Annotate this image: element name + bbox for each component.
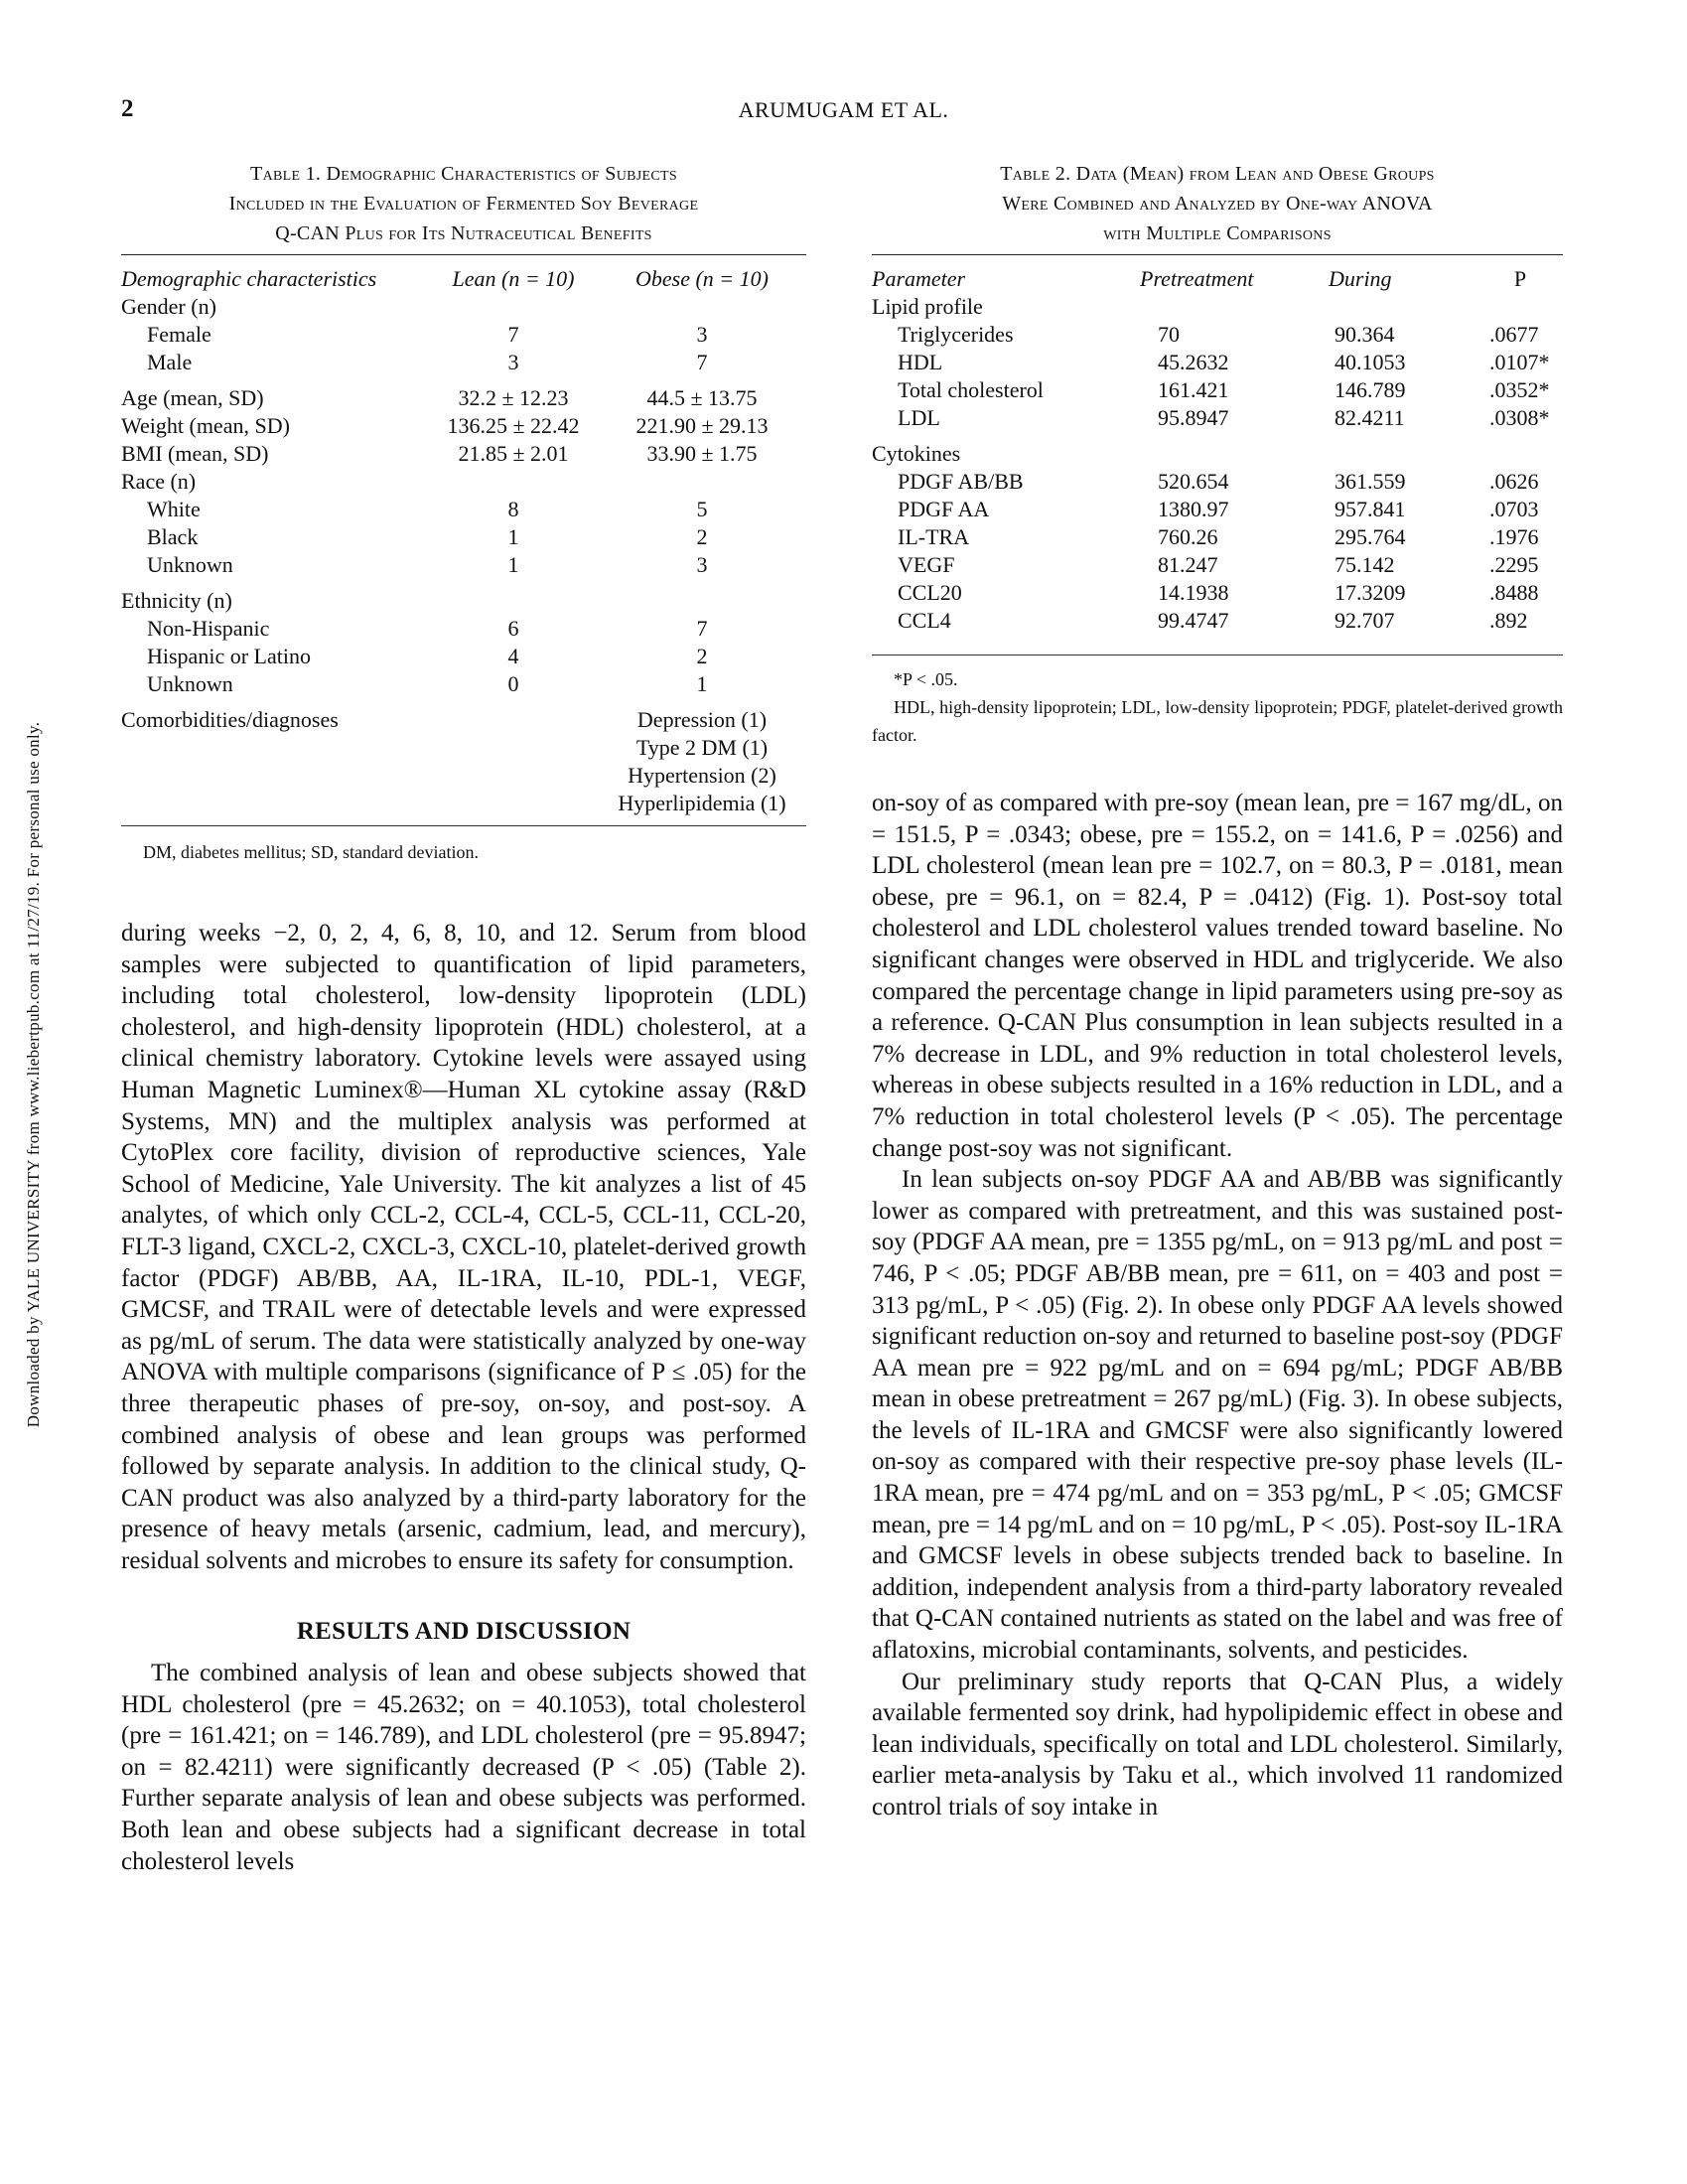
- table1-cell-label: Weight (mean, SD): [121, 413, 290, 438]
- table2-header-during: During: [1329, 266, 1392, 291]
- table1-cell-lean: 1: [507, 524, 519, 549]
- table2: [872, 159, 1563, 749]
- table2-cell-during: 146.789: [1335, 377, 1406, 402]
- table2-cell-p: .0677: [1489, 322, 1539, 347]
- table2-cell-pretreatment: 95.8947: [1158, 405, 1229, 430]
- table2-cell-p: .1976: [1489, 524, 1539, 549]
- table1-cell-label: Female: [147, 322, 211, 347]
- table2-cell-pretreatment: 760.26: [1158, 524, 1218, 549]
- table-row: [872, 551, 1563, 579]
- table-row: [872, 607, 1563, 635]
- page-number: 2: [121, 95, 134, 122]
- table1-cell-label: [121, 762, 429, 790]
- table-row: [121, 698, 806, 734]
- table2-cell-label: PDGF AB/BB: [898, 469, 1024, 494]
- table1-cell-label: [121, 734, 429, 762]
- table-row: [872, 293, 1563, 321]
- table1-cell-obese: Hypertension (2): [628, 763, 776, 788]
- table-row: [121, 321, 806, 349]
- table1-cell-label: Male: [147, 350, 193, 374]
- table1-header-lean: Lean (n = 10): [452, 266, 575, 291]
- table1-cell-lean: [429, 734, 598, 762]
- table2-cell-during: 361.559: [1335, 469, 1406, 494]
- table1-cell-lean: 8: [507, 497, 519, 521]
- table1-cell-obese: 221.90 ± 29.13: [635, 413, 769, 438]
- table2-cell-p: .0308*: [1489, 405, 1550, 430]
- table2-header-pretreatment: Pretreatment: [1140, 266, 1254, 291]
- table2-cell-p: .8488: [1489, 580, 1539, 605]
- table-row: [872, 496, 1563, 523]
- table-row: [121, 643, 806, 670]
- table2-caption: [872, 159, 1563, 248]
- table2-cell-pretreatment: [1140, 432, 1329, 468]
- table2-cell-label: PDGF AA: [898, 497, 990, 521]
- table-row: [121, 349, 806, 376]
- table2-header-parameter: Parameter: [872, 266, 966, 291]
- table1-cell-lean: 4: [507, 644, 519, 668]
- table1-cell-lean: 1: [507, 552, 519, 577]
- table-row: [872, 349, 1563, 376]
- cytokine-paragraph: In lean subjects on-soy PDGF AA and AB/BB was significantly lower as compared with pretreatment, and this was sustained post-soy (PDGF AA mean, pre = 1355 pg/mL, on = 913 pg/mL and post = 746, P < .05; PDGF AB/BB mean, pre = 611, on = 403 and post = 313 pg/mL, P < .05) (Fig. 2). In obese only PDGF AA levels showed significant reduction on-soy and returned to baseline post-soy (PDGF AA mean pre = 922 pg/mL and on = 694 pg/mL; PDGF AB/BB mean in obese pretreatment = 267 pg/mL) (Fig. 3). In obese subjects, the levels of IL-1RA and GMCSF were also significantly lowered on-soy as compared with their respective pre-soy phase levels (IL-1RA mean, pre = 474 pg/mL and on = 353 pg/mL, P < .05; GMCSF mean, pre = 14 pg/mL and on = 10 pg/mL, P < .05). Post-soy IL-1RA and GMCSF levels in obese subjects trended back to baseline. In addition, independent analysis from a third-party laboratory revealed that Q-CAN contained nutrients as stated on the label and was free of aflatoxins, microbial contaminants, solvents, and pesticides.: [872, 1166, 1563, 1665]
- running-head: ARUMUGAM ET AL.: [738, 97, 949, 122]
- results-continued-paragraph: on-soy of as compared with pre-soy (mean lean, pre = 167 mg/dL, on = 151.5, P = .0343; obese, pre = 155.2, on = 141.6, P = .0256) and LDL cholesterol (mean lean pre = 102.7, on = 80.3, P = .0181, mean obese, pre = 96.1, on = 82.4, P = .0412) (Fig. 1). Post-soy total cholesterol and LDL cholesterol values trended toward baseline. No significant changes were observed in HDL and triglyceride. We also compared the percentage change in lipid parameters using pre-soy as a reference. Q-CAN Plus consumption in lean subjects resulted in a 7% decrease in LDL, and 9% reduction in total cholesterol levels, whereas in obese subjects resulted in a 16% reduction in LDL, and a 7% reduction in total cholesterol levels (P < .05). The percentage change post-soy was not significant.: [872, 790, 1563, 1162]
- table1-cell-obese: 3: [696, 322, 708, 347]
- table2-cell-p: .892: [1489, 608, 1528, 633]
- discussion-paragraph: Our preliminary study reports that Q-CAN Plus, a widely available fermented soy drink, had hypolipidemic effect in obese and lean individuals, specifically on total and LDL cholesterol. Similarly, earlier meta-analysis by Taku et al., which involved 11 randomized control trials of soy intake in: [872, 1668, 1563, 1820]
- table2-grid: [872, 265, 1563, 635]
- table1-cell-lean: [429, 762, 598, 790]
- table2-cell-p: [1477, 432, 1563, 468]
- table2-cell-label: LDL: [898, 405, 940, 430]
- table1-cell-obese: 7: [696, 350, 708, 374]
- table1-cell-label: Hispanic or Latino: [147, 644, 311, 668]
- table2-cell-during: 90.364: [1335, 322, 1395, 347]
- table1-cell-obese: 2: [696, 524, 708, 549]
- table2-cell-pretreatment: 14.1938: [1158, 580, 1229, 605]
- table1-body: [121, 293, 806, 817]
- table1-caption-line: Table 1. Demographic Characteristics of Subjects: [250, 163, 677, 185]
- table2-cell-p: .0352*: [1489, 377, 1550, 402]
- table1-caption-line: Q-CAN Plus for Its Nutraceutical Benefits: [275, 222, 652, 244]
- table2-cell-label: VEGF: [898, 552, 955, 577]
- table-row: [872, 376, 1563, 404]
- table1-cell-label: Black: [147, 524, 199, 549]
- table1: [121, 159, 806, 866]
- table1-cell-lean: [429, 698, 598, 734]
- table1-cell-obese: Hyperlipidemia (1): [618, 791, 786, 815]
- table1-cell-label: Comorbidities/diagnoses: [121, 707, 339, 732]
- table1-grid: [121, 265, 806, 817]
- table1-cell-obese: [598, 293, 806, 321]
- table1-cell-label: Ethnicity (n): [121, 588, 232, 613]
- table1-cell-label: Race (n): [121, 469, 197, 494]
- table2-cell-pretreatment: 45.2632: [1158, 350, 1229, 374]
- table2-cell-during: [1329, 293, 1477, 321]
- table2-cell-label: HDL: [898, 350, 943, 374]
- table1-cell-obese: 33.90 ± 1.75: [646, 441, 758, 466]
- table2-cell-label: Cytokines: [872, 441, 961, 466]
- table1-cell-label: Unknown: [147, 671, 233, 696]
- table2-header-p: P: [1513, 266, 1527, 291]
- table2-footnote-abbreviations: HDL, high-density lipoprotein; LDL, low-density lipoprotein; PDGF, platelet-derived growth factor.: [872, 697, 1563, 745]
- table2-cell-during: 957.841: [1335, 497, 1406, 521]
- table1-cell-obese: 7: [696, 616, 708, 641]
- table1-cell-label: White: [147, 497, 201, 521]
- table2-cell-during: 295.764: [1335, 524, 1406, 549]
- table1-cell-lean: [429, 579, 598, 615]
- table1-header-obese: Obese (n = 10): [635, 266, 769, 291]
- table-row: [121, 293, 806, 321]
- table2-cell-during: 92.707: [1335, 608, 1395, 633]
- methods-paragraph: during weeks −2, 0, 2, 4, 6, 8, 10, and 12. Serum from blood samples were subjected to quantification of lipid parameters, including total cholesterol, low-density lipoprotein (LDL) cholesterol, and high-density lipoprotein (HDL) cholesterol, at a clinical chemistry laboratory. Cytokine levels were assayed using Human Magnetic Luminex®—Human XL cytokine assay (R&D Systems, MN) and the multiplex analysis was performed at CytoPlex core facility, division of reproductive sciences, Yale School of Medicine, Yale University. The kit analyzes a list of 45 analytes, of which only CCL-2, CCL-4, CCL-5, CCL-11, CCL-20, FLT-3 ligand, CXCL-2, CXCL-3, CXCL-10, platelet-derived growth factor (PDGF) AB/BB, AA, IL-1RA, IL-10, PDL-1, VEGF, GMCSF, and TRAIL were of detectable levels and were expressed as pg/mL of serum. The data were statistically analyzed by one-way ANOVA with multiple comparisons (significance of P ≤ .05) for the three therapeutic phases of pre-soy, on-soy, and post-soy. A combined analysis of obese and lean groups was performed followed by separate analysis. In addition to the clinical study, Q-CAN product was also analyzed by a third-party laboratory for the presence of heavy metals (arsenic, cadmium, lead, and mercury), residual solvents and microbes to ensure its safety for consumption.: [121, 920, 806, 1574]
- table1-cell-obese: Type 2 DM (1): [635, 735, 769, 760]
- table1-top-rule: [121, 254, 806, 255]
- table-row: [872, 321, 1563, 349]
- table2-cell-pretreatment: 81.247: [1158, 552, 1218, 577]
- table1-cell-obese: [598, 468, 806, 496]
- table1-cell-lean: [429, 468, 598, 496]
- table-row: [872, 579, 1563, 607]
- table-row: [872, 468, 1563, 496]
- table2-cell-label: Lipid profile: [872, 294, 983, 319]
- table1-cell-label: Age (mean, SD): [121, 385, 264, 410]
- table2-cell-label: Triglycerides: [898, 322, 1014, 347]
- table1-cell-label: [121, 790, 429, 817]
- table2-cell-p: .0703: [1489, 497, 1539, 521]
- table2-cell-p: .0626: [1489, 469, 1539, 494]
- table2-cell-p: .0107*: [1489, 350, 1550, 374]
- table-row: [121, 440, 806, 468]
- table2-cell-label: CCL20: [898, 580, 962, 605]
- table-row: [872, 432, 1563, 468]
- table2-cell-during: [1329, 432, 1477, 468]
- table1-cell-lean: 32.2 ± 12.23: [458, 385, 569, 410]
- table-row: [121, 579, 806, 615]
- table1-cell-lean: [429, 293, 598, 321]
- table2-top-rule: [872, 254, 1563, 255]
- table1-cell-label: BMI (mean, SD): [121, 441, 269, 466]
- table2-caption-line: Were Combined and Analyzed by One-way ANOVA: [1002, 193, 1433, 215]
- table1-cell-obese: [598, 579, 806, 615]
- table1-cell-lean: 7: [507, 322, 519, 347]
- table-row: [121, 551, 806, 579]
- table2-cell-pretreatment: 70: [1158, 322, 1180, 347]
- table1-cell-lean: 0: [507, 671, 519, 696]
- table-row: [121, 615, 806, 643]
- table1-cell-obese: 44.5 ± 13.75: [646, 385, 758, 410]
- table2-cell-label: IL-TRA: [898, 524, 970, 549]
- table1-cell-label: Gender (n): [121, 294, 216, 319]
- table2-cell-during: 82.4211: [1335, 405, 1405, 430]
- table1-cell-obese: Depression (1): [636, 707, 768, 732]
- table1-cell-lean: 6: [507, 616, 519, 641]
- results-paragraph: The combined analysis of lean and obese subjects showed that HDL cholesterol (pre = 45.2632; on = 40.1053), total cholesterol (pre = 161.421; on = 146.789), and LDL cholesterol (pre = 95.8947; on = 82.4211) were significantly decreased (P < .05) (Table 2). Further separate analysis of lean and obese subjects was performed. Both lean and obese subjects had a significant decrease in total cholesterol levels: [121, 1660, 806, 1875]
- table2-cell-p: [1477, 293, 1563, 321]
- table2-cell-pretreatment: 161.421: [1158, 377, 1229, 402]
- table1-cell-obese: 5: [696, 497, 708, 521]
- table1-bottom-rule: [121, 825, 806, 826]
- table2-cell-label: CCL4: [898, 608, 951, 633]
- table2-caption-line: with Multiple Comparisons: [1103, 222, 1332, 244]
- table2-cell-p: .2295: [1489, 552, 1539, 577]
- table1-cell-lean: 3: [507, 350, 519, 374]
- table1-cell-obese: 3: [696, 552, 708, 577]
- table-row: [121, 790, 806, 817]
- table2-cell-during: 40.1053: [1335, 350, 1406, 374]
- table1-header-characteristic: Demographic characteristics: [121, 266, 377, 291]
- table1-caption-line: Included in the Evaluation of Fermented Soy Beverage: [228, 193, 699, 215]
- table-row: [121, 734, 806, 762]
- table1-cell-lean: [429, 790, 598, 817]
- table2-cell-pretreatment: 99.4747: [1158, 608, 1229, 633]
- table1-cell-obese: 1: [696, 671, 708, 696]
- table-row: [121, 468, 806, 496]
- table-row: [872, 523, 1563, 551]
- table1-cell-label: Unknown: [147, 552, 233, 577]
- table1-cell-label: Non-Hispanic: [147, 616, 270, 641]
- table2-cell-during: 17.3209: [1335, 580, 1406, 605]
- table1-footnote: DM, diabetes mellitus; SD, standard deviation.: [143, 842, 479, 862]
- table-row: [121, 670, 806, 698]
- section-heading: RESULTS AND DISCUSSION: [296, 1618, 632, 1646]
- table2-body: [872, 293, 1563, 635]
- table2-cell-label: Total cholesterol: [898, 377, 1044, 402]
- table-row: [121, 412, 806, 440]
- table1-cell-obese: 2: [696, 644, 708, 668]
- table-row: [121, 762, 806, 790]
- table1-caption: [121, 159, 806, 248]
- table-row: [121, 496, 806, 523]
- table1-cell-lean: 136.25 ± 22.42: [447, 413, 580, 438]
- table1-cell-lean: 21.85 ± 2.01: [458, 441, 569, 466]
- table2-cell-during: 75.142: [1335, 552, 1395, 577]
- left-column-text: [121, 918, 806, 1877]
- table2-caption-line: Table 2. Data (Mean) from Lean and Obese Groups: [1000, 163, 1435, 185]
- table-row: [121, 523, 806, 551]
- table2-cell-pretreatment: 1380.97: [1158, 497, 1229, 521]
- table2-cell-pretreatment: 520.654: [1158, 469, 1229, 494]
- download-notice-text: Downloaded by YALE UNIVERSITY from www.liebertpub.com at 11/27/19. For personal use only.: [24, 721, 43, 1428]
- table-row: [872, 404, 1563, 432]
- right-column-text: [872, 788, 1563, 1823]
- table2-footnote-significance: *P < .05.: [894, 669, 958, 689]
- table-row: [121, 376, 806, 412]
- table2-cell-pretreatment: [1140, 293, 1329, 321]
